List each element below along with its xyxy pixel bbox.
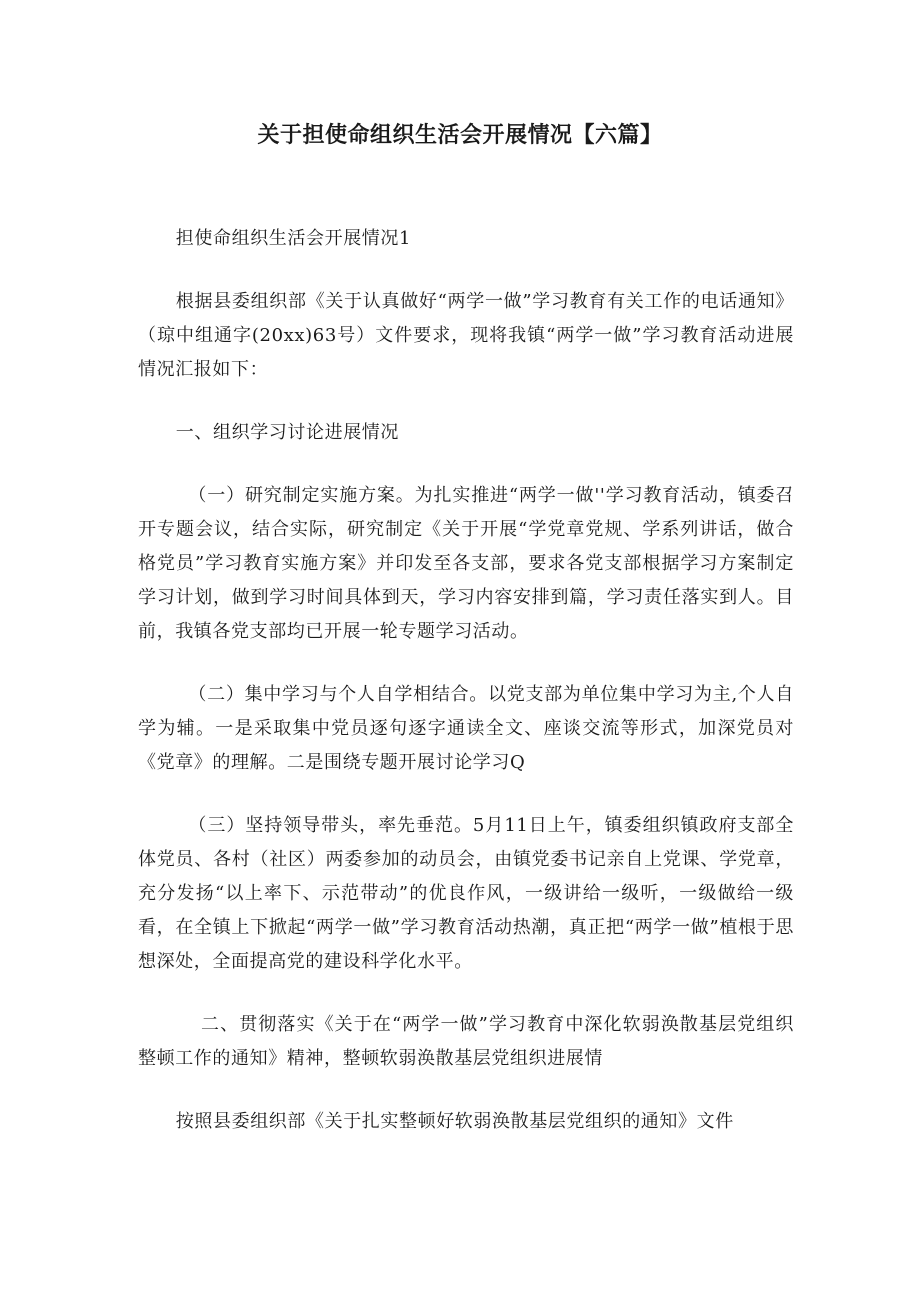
section-title: 担使命组织生活会开展情况1 <box>175 228 412 249</box>
document-title: 关于担使命组织生活会开展情况【六篇】 <box>257 123 663 148</box>
paragraph-item-three: （三）坚持领导带头，率先垂范。5月11日上午，镇委组织镇政府支部全体党员、各村（社区）两委参加的动员会，由镇党委书记亲自上党课、学党章，充分发扬“以上率下、示范带动”的优良作风，一级讲给一级听，一级做给一级看，在全镇上下掀起“两学一做”学习教育活动热潮，真正把“两学一做”植根于思想深处，全面提高党的建设科学化水平。 <box>138 815 794 972</box>
closing-paragraph: 按照县委组织部《关于扎实整顿好软弱涣散基层党组织的通知》文件 <box>175 1111 734 1132</box>
heading-one: 一、组织学习讨论进展情况 <box>175 422 399 443</box>
intro-paragraph: 根据县委组织部《关于认真做好“两学一做”学习教育有关工作的电话通知》（琼中组通字(20xx)63号）文件要求，现将我镇“两学一做”学习教育活动进展情况汇报如下： <box>138 291 794 380</box>
document-body <box>138 222 794 1168</box>
paragraph-item-two: （二）集中学习与个人自学相结合。以党支部为单位集中学习为主,个人自学为辅。一是采取集中党员逐句逐字通读全文、座谈交流等形式，加深党员对《党章》的理解。二是围绕专题开展讨论学习Q <box>138 684 794 773</box>
heading-two: 二、贯彻落实《关于在“两学一做”学习教育中深化软弱涣散基层党组织整顿工作的通知》精神，整顿软弱涣散基层党组织进展情 <box>138 1014 794 1069</box>
paragraph-item-one: （一）研究制定实施方案。为扎实推进“两学一做''学习教育活动，镇委召开专题会议，结合实际，研究制定《关于开展“学党章党规、学系列讲话，做合格党员”学习教育实施方案》并印发至各支部，要求各党支部根据学习方案制定学习计划，做到学习时间具体到天，学习内容安排到篇，学习责任落实到人。目前，我镇各党支部均已开展一轮专题学习活动。 <box>138 485 794 642</box>
